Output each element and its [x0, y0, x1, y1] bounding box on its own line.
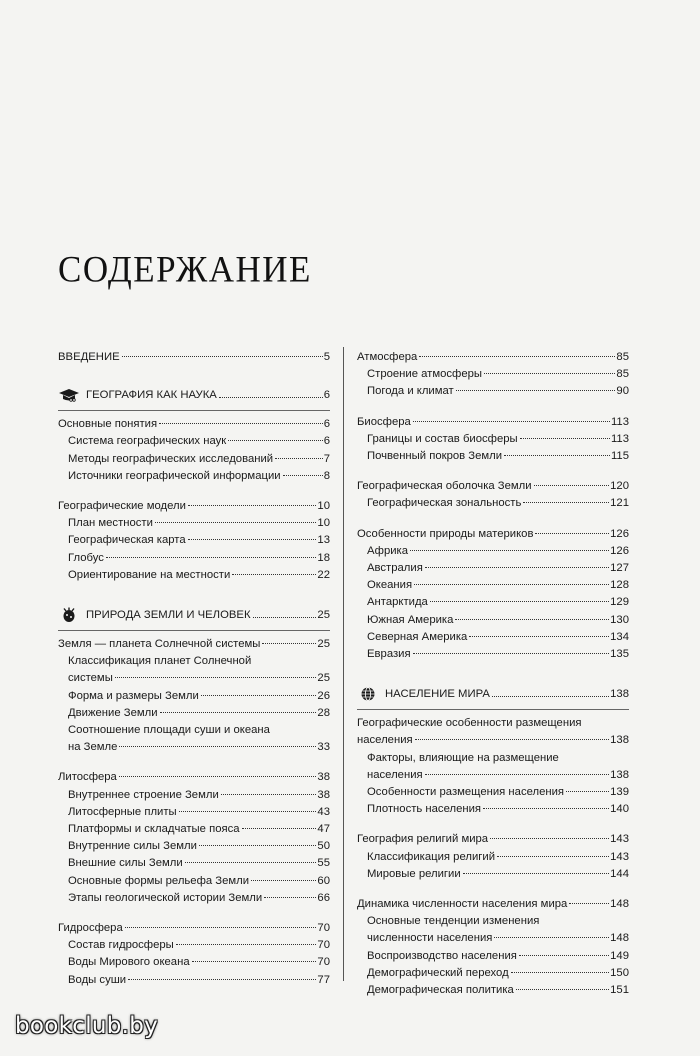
globe-icon [357, 686, 379, 702]
toc-subentry[interactable]: Южная Америка 130 [367, 613, 629, 626]
toc-subentry[interactable]: Африка 126 [367, 544, 629, 557]
toc-entry[interactable]: Литосфера 38 [58, 771, 330, 784]
toc-subentry[interactable]: на Земле 33 [68, 741, 330, 754]
toc-subentry[interactable]: Основные формы рельефа Земли 60 [68, 874, 330, 887]
toc-entry-line: Географические особенности размещения [357, 717, 582, 730]
toc-subentry[interactable]: Этапы геологической истории Земли 66 [68, 891, 330, 904]
toc-subentry[interactable]: Географическая зональность 121 [367, 497, 629, 510]
section-rule [357, 709, 629, 710]
toc-subentry[interactable]: численности населения 148 [367, 932, 629, 945]
toc-subentry[interactable]: Внутренние силы Земли 50 [68, 840, 330, 853]
toc-group [357, 831, 629, 883]
toc-group [58, 636, 330, 756]
toc-subentry[interactable]: План местности 10 [68, 517, 330, 530]
graduation-cap-icon [58, 387, 80, 403]
toc-subentry[interactable]: Географическая карта 13 [68, 534, 330, 547]
toc-subentry[interactable]: населения 138 [367, 768, 629, 781]
toc-subentry[interactable]: Погода и климат 90 [367, 385, 629, 398]
toc-subentry[interactable]: Литосферные плиты 43 [68, 805, 330, 818]
toc-subentry-line: Основные тенденции изменения [367, 915, 540, 928]
section-rule [58, 630, 330, 631]
column-divider [343, 347, 344, 981]
toc-subentry[interactable]: Воды суши 77 [68, 973, 330, 986]
toc-subentry[interactable]: Северная Америка 134 [367, 630, 629, 643]
toc-group [357, 896, 629, 999]
toc-group [58, 920, 330, 989]
toc-subentry[interactable]: Форма и размеры Земли 26 [68, 689, 330, 702]
toc-group [357, 414, 629, 466]
toc-subentry[interactable]: Демографическая политика 151 [367, 984, 629, 997]
toc-subentry[interactable]: Система географических наук 6 [68, 435, 330, 448]
toc-entry[interactable]: Географические модели 10 [58, 500, 330, 513]
leaf-icon [58, 607, 80, 623]
toc-subentry[interactable]: Ориентирование на местности 22 [68, 568, 330, 581]
toc-subentry[interactable]: Методы географических исследований 7 [68, 452, 330, 465]
toc-entry[interactable]: Биосфера 113 [357, 415, 629, 428]
toc-subentry[interactable]: Движение Земли 28 [68, 706, 330, 719]
watermark: bookclub.by [15, 1013, 159, 1039]
toc-subentry[interactable]: Почвенный покров Земли 115 [367, 450, 629, 463]
toc-subentry[interactable]: Воспроизводство населения 149 [367, 949, 629, 962]
toc-group [357, 478, 629, 512]
toc-subentry-line: Факторы, влияющие на размещение [367, 751, 559, 764]
toc-subentry[interactable]: системы 25 [68, 672, 330, 685]
section-header[interactable]: ПРИРОДА ЗЕМЛИ И ЧЕЛОВЕК 25 [58, 606, 330, 624]
toc-subentry[interactable]: Австралия 127 [367, 562, 629, 575]
toc-group [58, 769, 330, 907]
toc-entry[interactable]: населения 138 [357, 734, 629, 747]
toc-subentry[interactable]: Источники географической информации 8 [68, 469, 330, 482]
toc-entry[interactable]: Земля — планета Солнечной системы 25 [58, 638, 330, 651]
toc-entry[interactable]: Основные понятия 6 [58, 418, 330, 431]
toc-subentry[interactable]: Мировые религии 144 [367, 867, 629, 880]
toc-subentry-line: Классификация планет Солнечной [68, 655, 252, 668]
toc-subentry[interactable]: Платформы и складчатые пояса 47 [68, 823, 330, 836]
section-rule [58, 410, 330, 411]
toc-subentry[interactable]: Строение атмосферы 85 [367, 368, 629, 381]
toc-subentry[interactable]: Внешние силы Земли 55 [68, 857, 330, 870]
toc-subentry[interactable]: Евразия 135 [367, 648, 629, 661]
toc-subentry[interactable]: Состав гидросферы 70 [68, 939, 330, 952]
toc-entry[interactable]: Географическая оболочка Земли 120 [357, 480, 629, 493]
toc-subentry[interactable]: Антарктида 129 [367, 596, 629, 609]
toc-group [58, 416, 330, 485]
toc-group [357, 715, 629, 818]
toc-subentry[interactable]: Океания 128 [367, 579, 629, 592]
toc-subentry[interactable]: Демографический переход 150 [367, 966, 629, 979]
toc-subentry[interactable]: Глобус 18 [68, 551, 330, 564]
toc-entry[interactable]: Атмосфера 85 [357, 351, 629, 363]
toc-subentry[interactable]: Внутреннее строение Земли 38 [68, 788, 330, 801]
toc-group-intro [58, 349, 330, 366]
toc-entry[interactable]: Динамика численности населения мира 148 [357, 898, 629, 911]
toc-subentry[interactable]: Особенности размещения населения 139 [367, 786, 629, 799]
toc-entry[interactable]: Особенности природы материков 126 [357, 527, 629, 540]
toc-entry[interactable]: ВВЕДЕНИЕ 5 [58, 351, 330, 363]
toc-subentry-line: Соотношение площади суши и океана [68, 724, 270, 737]
toc-group [357, 349, 629, 401]
toc-group [357, 526, 629, 664]
toc-subentry[interactable]: Границы и состав биосферы 113 [367, 432, 629, 445]
page-title: СОДЕРЖАНИЕ [58, 248, 312, 291]
toc-group [58, 498, 330, 584]
toc-subentry[interactable]: Плотность населения 140 [367, 803, 629, 816]
toc-left-column [58, 349, 330, 1002]
toc-entry[interactable]: География религий мира 143 [357, 833, 629, 846]
section-header[interactable]: ГЕОГРАФИЯ КАК НАУКА 6 [58, 386, 330, 404]
section-header[interactable]: НАСЕЛЕНИЕ МИРА 138 [357, 685, 629, 703]
toc-subentry[interactable]: Классификация религий 143 [367, 850, 629, 863]
toc-subentry[interactable]: Воды Мирового океана 70 [68, 956, 330, 969]
toc-entry[interactable]: Гидросфера 70 [58, 922, 330, 935]
toc-right-column [357, 349, 629, 1012]
